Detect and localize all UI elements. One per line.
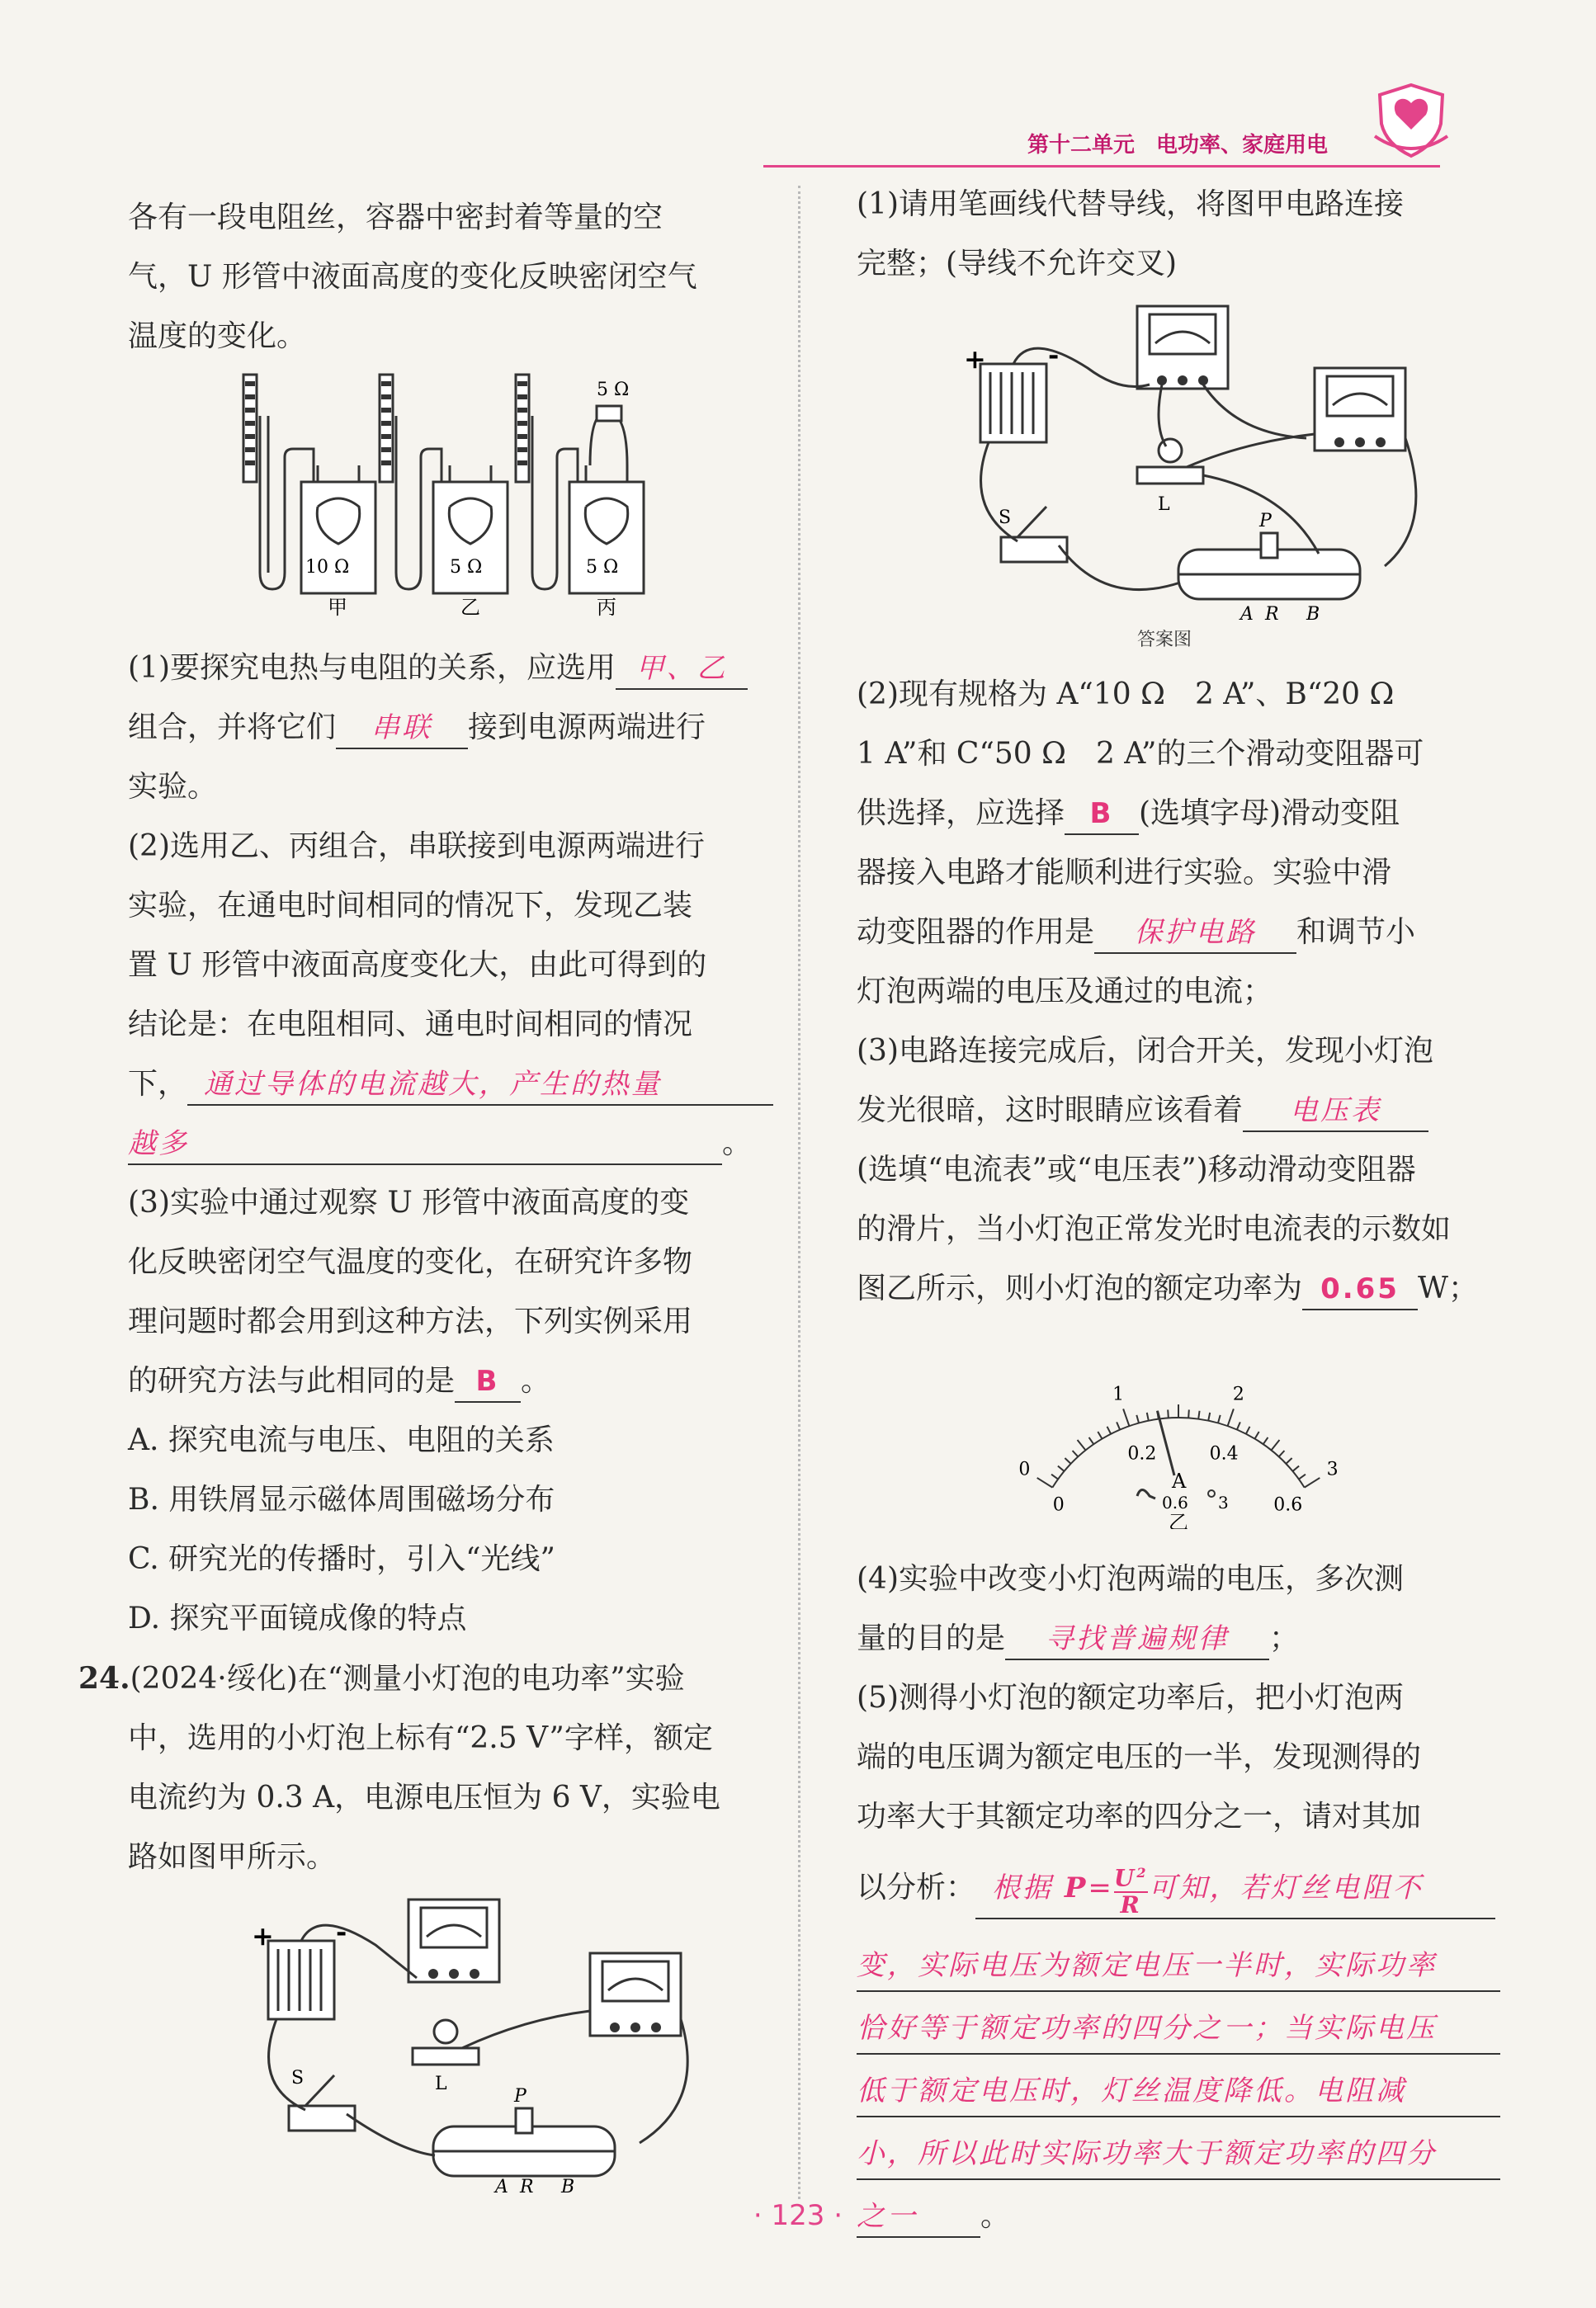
q5-line: (5)测得小灯泡的额定功率后，把小灯泡两	[857, 1681, 1404, 1715]
circuit-figure-jia	[128, 1895, 767, 2192]
q1-line: (1)请用笔画线代替导线，将图甲电路连接	[857, 187, 1404, 221]
option-b: B. 用铁屑显示磁体周围磁场分布	[128, 1483, 555, 1517]
ammeter-figure-yi	[857, 1319, 1500, 1529]
scale-tick	[1107, 1427, 1112, 1434]
intro-line: 温度的变化。	[128, 319, 307, 353]
scale-tick	[1037, 1478, 1053, 1488]
scale-tick	[1188, 1409, 1189, 1418]
option-a: A. 探究电流与电压、电阻的关系	[128, 1423, 555, 1457]
minus-terminal-icon	[1137, 1490, 1155, 1499]
scale-tick	[1136, 1415, 1139, 1423]
slider-label: P	[514, 2086, 526, 2107]
u-tube-apparatus-figure	[128, 366, 767, 618]
answer-blank[interactable]: 甲、乙	[616, 649, 748, 690]
q2-line: 器接入电路才能顺利进行实验。实验中滑	[857, 856, 1392, 890]
q5-line: 以分析： 根据 P= $\frac{U^2}{R}$ 可知，若灯丝电阻不	[857, 1847, 1500, 1929]
switch-label: S	[291, 2068, 305, 2089]
q2-line: (2)现有规格为 A“10 Ω 2 A”、B“20 Ω	[857, 677, 1395, 711]
right-column	[857, 175, 1500, 2253]
intro-line: 各有一段电阻丝，容器中密封着等量的空	[128, 201, 663, 234]
answer-line[interactable]: 变，实际电压为额定电压一半时，实际功率	[857, 1929, 1500, 1992]
figure-label-bing: 丙	[597, 596, 616, 618]
q5-line: 之一 。	[857, 2180, 1500, 2253]
resistor-label-external: 5 Ω	[597, 380, 630, 400]
q2-line: 供选择，应选择 B (选填字母)滑动变阻	[857, 784, 1500, 843]
scale-tick	[1168, 1409, 1169, 1418]
q1-line: 完整；(导线不允许交叉)	[857, 247, 1178, 281]
q24-line: 路如图甲所示。	[128, 1840, 337, 1874]
scale-tick	[1255, 1432, 1259, 1439]
q3-line: (选填“电流表”或“电压表”)移动滑动变阻器	[857, 1153, 1416, 1187]
q2-line: 越多 。	[128, 1114, 767, 1173]
scale-label-top: 3	[1326, 1459, 1339, 1480]
answer-circuit-svg	[857, 294, 1500, 632]
figure-label-jia: 甲	[328, 596, 347, 618]
q3-line: 图乙所示，则小灯泡的额定功率为 0.65 W；	[857, 1259, 1500, 1319]
answer-blank[interactable]: 0.65	[1302, 1269, 1418, 1310]
intro-line: 气，U 形管中液面高度的变化反映密闭空气	[128, 260, 697, 294]
scale-tick	[1198, 1411, 1199, 1419]
scale-tick	[1123, 1409, 1129, 1426]
terminal-label: R	[520, 2177, 534, 2192]
scale-tick	[1237, 1422, 1240, 1429]
q2-line: 下， 通过导体的电流越大，产生的热量	[128, 1055, 767, 1114]
formula-P: P	[1064, 1871, 1088, 1904]
q2-line: 灯泡两端的电压及通过的电流；	[857, 975, 1273, 1008]
battery-plus-label: +	[964, 343, 986, 375]
scale-tick	[1305, 1478, 1320, 1488]
q2-line: 置 U 形管中液面高度变化大，由此可得到的	[128, 948, 707, 982]
scale-label-top: 1	[1112, 1384, 1125, 1405]
option-c: C. 研究光的传播时，引入“光线”	[128, 1542, 555, 1576]
scale-tick	[1292, 1466, 1299, 1471]
scale-tick	[1078, 1440, 1086, 1450]
school-emblem-icon	[1370, 78, 1452, 161]
scale-label-top: 0	[1018, 1459, 1031, 1480]
scale-tick	[1058, 1466, 1065, 1471]
q2-line: (2)选用乙、丙组合，串联接到电源两端进行	[128, 829, 705, 863]
q3-line: 的研究方法与此相同的是 B 。	[128, 1352, 767, 1411]
scale-tick	[1218, 1415, 1221, 1423]
meter-unit-label: A	[1172, 1470, 1187, 1493]
q2-line: 结论是：在电阻相同、通电时间相同的情况	[128, 1008, 693, 1041]
q24-line: 中，选用的小灯泡上标有“2.5 V”字样，额定	[128, 1721, 713, 1755]
q1-line: 组合，并将它们 串联 接到电源两端进行	[128, 698, 767, 758]
scale-tick	[1098, 1432, 1102, 1439]
scale-tick	[1246, 1427, 1250, 1434]
question-number: 24.	[78, 1661, 130, 1696]
terminal-label: B	[1306, 604, 1320, 625]
q5-line: 端的电压调为额定电压的一半，发现测得的	[857, 1740, 1422, 1774]
terminal-label: 3	[1218, 1493, 1229, 1513]
scale-tick	[1208, 1413, 1210, 1421]
scale-label-bottom: 0	[1052, 1494, 1065, 1516]
terminal-label: A	[495, 2177, 508, 2192]
q1-line: (1)要探究电热与电阻的关系，应选用 甲、乙	[128, 639, 767, 698]
switch-label: S	[999, 507, 1012, 528]
scale-tick	[1279, 1451, 1285, 1456]
battery-minus-label: -	[1048, 339, 1060, 371]
answer-line[interactable]: 低于额定电压时，灯丝温度降低。电阻减	[857, 2055, 1500, 2117]
scale-tick	[1147, 1413, 1149, 1421]
q3-line: 理问题时都会用到这种方法，下列实例采用	[128, 1305, 693, 1338]
answer-line[interactable]: 恰好等于额定功率的四分之一；当实际电压	[857, 1992, 1500, 2055]
scale-tick	[1286, 1458, 1291, 1464]
scale-tick	[1299, 1475, 1306, 1480]
resistor-label-jia: 10 Ω	[305, 557, 350, 578]
scale-tick	[1073, 1451, 1079, 1456]
figure-label-yi: 乙	[460, 596, 480, 618]
scale-tick	[1051, 1475, 1058, 1480]
answer-blank[interactable]: B	[455, 1362, 521, 1403]
lamp-label: L	[435, 2074, 447, 2094]
q3-line: (3)实验中通过观察 U 形管中液面高度的变	[128, 1186, 690, 1220]
q24-line: 24.(2024·绥化)在“测量小灯泡的电功率”实验	[78, 1661, 685, 1696]
q3-line: (3)电路连接完成后，闭合开关，发现小灯泡	[857, 1034, 1433, 1068]
terminal-label: R	[1265, 604, 1279, 625]
q3-line: 的滑片，当小灯泡正常发光时电流表的示数如	[857, 1212, 1452, 1246]
scale-tick	[1263, 1437, 1268, 1444]
meter-figure-label: 乙	[1169, 1511, 1188, 1529]
resistor-label-yi: 5 Ω	[450, 557, 483, 578]
resistor-label-bing: 5 Ω	[586, 557, 619, 578]
scale-tick	[1117, 1422, 1120, 1429]
scale-label-bottom: 0.2	[1127, 1443, 1157, 1465]
terminal-label: 0.6	[1162, 1493, 1188, 1513]
answer-blank[interactable]: 电压表	[1243, 1091, 1428, 1132]
scale-label-top: 2	[1232, 1384, 1244, 1405]
lamp-label: L	[1158, 494, 1170, 515]
answer-blank[interactable]: 越多	[128, 1124, 722, 1165]
q2-line: 实验，在通电时间相同的情况下，发现乙装	[128, 889, 693, 923]
q5-line: 功率大于其额定功率的四分之一，请对其加	[857, 1800, 1422, 1834]
q24-line: 电流约为 0.3 A，电源电压恒为 6 V，实验电	[128, 1781, 720, 1815]
slider-label: P	[1259, 511, 1272, 531]
column-divider	[798, 186, 800, 2199]
terminal-label: A	[1240, 604, 1254, 625]
scale-label-bottom: 0.4	[1209, 1443, 1239, 1465]
answer-line[interactable]: 小，所以此时实际功率大于额定功率的四分	[857, 2117, 1500, 2180]
q2-line: 1 A”和 C“50 Ω 2 A”的三个滑动变阻器可	[857, 737, 1424, 771]
q1-line: 实验。	[128, 770, 218, 804]
scale-tick	[1271, 1440, 1279, 1450]
q4-line: 量的目的是 寻找普遍规律 ；	[857, 1609, 1500, 1668]
answer-circuit-figure	[857, 294, 1500, 665]
option-d: D. 探究平面镜成像的特点	[128, 1602, 467, 1635]
page-number: · 123 ·	[753, 2199, 843, 2232]
answer-blank[interactable]: 根据 P= $\frac{U^2}{R}$ 可知，若灯丝电阻不	[975, 1859, 1495, 1919]
unit-header-title: 第十二单元 电功率、家庭用电	[1027, 133, 1329, 158]
header-rule	[763, 165, 1440, 168]
q3-line: 发光很暗，这时眼睛应该看着 电压表	[857, 1081, 1500, 1140]
formula-fraction: $\frac{U^2}{R}$	[1114, 1861, 1149, 1917]
scale-tick	[1228, 1409, 1234, 1426]
answer-blank[interactable]: B	[1065, 794, 1139, 835]
answer-blank[interactable]: 寻找普遍规律	[1005, 1619, 1269, 1660]
answer-blank[interactable]: 通过导体的电流越大，产生的热量	[187, 1064, 773, 1106]
answer-figure-caption: 答案图	[1137, 630, 1192, 650]
answer-blank[interactable]: 串联	[336, 708, 468, 749]
q4-line: (4)实验中改变小灯泡两端的电压，多次测	[857, 1562, 1404, 1596]
scale-tick	[1065, 1458, 1070, 1464]
answer-blank[interactable]: 之一	[857, 2197, 980, 2238]
answer-blank[interactable]: 保护电路	[1094, 913, 1296, 954]
q3-line: 化反映密闭空气温度的变化，在研究许多物	[128, 1245, 693, 1279]
scale-tick	[1089, 1437, 1094, 1444]
terminal-label: B	[561, 2177, 575, 2192]
battery-plus-label: +	[252, 1920, 274, 1952]
q2-line: 动变阻器的作用是 保护电路 和调节小	[857, 903, 1500, 962]
battery-minus-label: -	[336, 1916, 347, 1947]
left-column	[78, 188, 767, 2213]
scale-label-bottom: 0.6	[1273, 1494, 1303, 1516]
